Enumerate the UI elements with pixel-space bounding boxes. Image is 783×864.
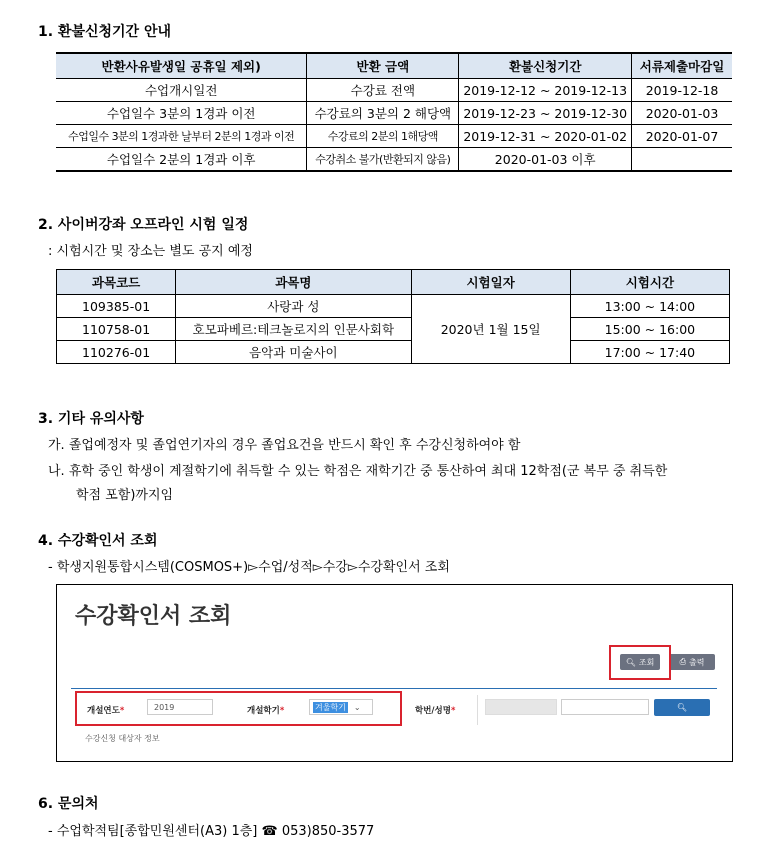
field-divider: [477, 695, 478, 725]
table-header: 과목명: [176, 270, 411, 295]
notice-item-1: 가. 졸업예정자 및 졸업연기자의 경우 졸업요건을 반드시 확인 후 수강신청하여야 함: [48, 438, 521, 453]
table-cell: 13:00 ~ 14:00: [570, 295, 729, 318]
student-label: 학번/성명*: [415, 706, 456, 716]
table-cell: 2019-12-31 ~ 2020-01-02: [459, 125, 632, 148]
menu-path: - 학생지원통합시스템(COSMOS+)▻수업/성적▻수강▻수강확인서 조회: [48, 560, 450, 575]
notice-item-2: 나. 휴학 중인 학생이 계절학기에 취득할 수 있는 학점은 재학기간 중 통산하여 최대 12학점(군 복무 중 취득한: [48, 464, 668, 479]
phone-icon: ☎: [261, 824, 278, 839]
notice-item-2-cont: 학점 포함)까지임: [76, 488, 174, 503]
table-row: [57, 341, 730, 364]
contact-info: [48, 820, 374, 839]
table-cell: 수업일수 3분의 1경과한 날부터 2분의 1경과 이전: [56, 125, 307, 148]
exam-table: [56, 269, 730, 364]
table-cell: 수강료 전액: [307, 79, 459, 102]
contact-office: - 수업학적팀[종합민원센터(A3) 1층]: [48, 824, 258, 839]
table-row: [57, 295, 730, 318]
section2-note: : 시험시간 및 장소는 별도 공지 예정: [48, 244, 253, 259]
table-row: [57, 318, 730, 341]
student-name-input[interactable]: [561, 699, 649, 715]
filter-highlight-box: [75, 691, 402, 726]
table-cell: 수업일수 2분의 1경과 이후: [56, 148, 307, 172]
section4-title: 4. 수강확인서 조회: [38, 533, 158, 549]
table-header: 시험시간: [570, 270, 729, 295]
table-header: 서류제출마감일: [632, 53, 732, 79]
table-cell: 2020-01-03: [632, 102, 732, 125]
section6-title: 6. 문의처: [38, 796, 99, 812]
exam-date-cell: 2020년 1월 15일: [411, 295, 570, 364]
table-row: [56, 102, 732, 125]
student-search-button[interactable]: [654, 699, 710, 716]
year-label: 개설연도*: [87, 706, 125, 716]
section1-title: 1. 환불신청기간 안내: [38, 24, 171, 40]
table-cell: 수강취소 불가(반환되지 않음): [307, 148, 459, 172]
table-row: [56, 125, 732, 148]
semester-selected: 겨울학기: [315, 702, 346, 712]
semester-label: 개설학기*: [247, 706, 285, 716]
print-button[interactable]: [669, 654, 715, 670]
table-cell: 수업개시일전: [56, 79, 307, 102]
divider-line: [71, 688, 717, 689]
table-cell: 15:00 ~ 16:00: [570, 318, 729, 341]
table-cell: 110276-01: [57, 341, 176, 364]
table-cell: [632, 148, 732, 172]
table-row: [56, 148, 732, 172]
table-cell: 2020-01-07: [632, 125, 732, 148]
certificate-screenshot: [56, 584, 733, 762]
refund-table: [56, 52, 732, 172]
table-header: 반환사유발생일 공휴일 제외): [56, 53, 307, 79]
table-cell: 음악과 미술사이: [176, 341, 411, 364]
search-icon: 🔍︎: [676, 703, 688, 712]
table-cell: 109385-01: [57, 295, 176, 318]
table-cell: 2020-01-03 이후: [459, 148, 632, 172]
chevron-down-icon: ⌄: [353, 702, 361, 712]
section2-title: 2. 사이버강좌 오프라인 시험 일정: [38, 217, 249, 233]
table-header: 시험일자: [411, 270, 570, 295]
table-cell: 2019-12-18: [632, 79, 732, 102]
screenshot-title: 수강확인서 조회: [75, 604, 232, 629]
table-header: 반환 금액: [307, 53, 459, 79]
print-icon: ⎙: [679, 657, 686, 666]
table-row: [56, 79, 732, 102]
table-header-row: [57, 270, 730, 295]
table-header: 과목코드: [57, 270, 176, 295]
print-button-label: 출력: [688, 657, 705, 667]
search-highlight-box: [609, 645, 671, 680]
table-cell: 수업일수 3분의 1경과 이전: [56, 102, 307, 125]
contact-phone: 053)850-3577: [281, 824, 375, 839]
table-cell: 110758-01: [57, 318, 176, 341]
table-cell: 2019-12-12 ~ 2019-12-13: [459, 79, 632, 102]
table-cell: 사랑과 성: [176, 295, 411, 318]
student-id-input[interactable]: [485, 699, 557, 715]
table-cell: 2019-12-23 ~ 2019-12-30: [459, 102, 632, 125]
search-button-label: 조회: [638, 657, 655, 667]
table-cell: 수강료의 3분의 2 해당액: [307, 102, 459, 125]
year-input[interactable]: 2019: [147, 699, 213, 715]
table-cell: 17:00 ~ 17:40: [570, 341, 729, 364]
table-header: 환불신청기간: [459, 53, 632, 79]
table-header-row: [56, 53, 732, 79]
table-cell: 수강료의 2분의 1해당액: [307, 125, 459, 148]
search-icon: 🔍︎: [625, 657, 636, 667]
target-info-label: 수강신청 대상자 정보: [85, 734, 160, 743]
section3-title: 3. 기타 유의사항: [38, 411, 144, 427]
table-cell: 호모파베르:테크놀로지의 인문사회학: [176, 318, 411, 341]
